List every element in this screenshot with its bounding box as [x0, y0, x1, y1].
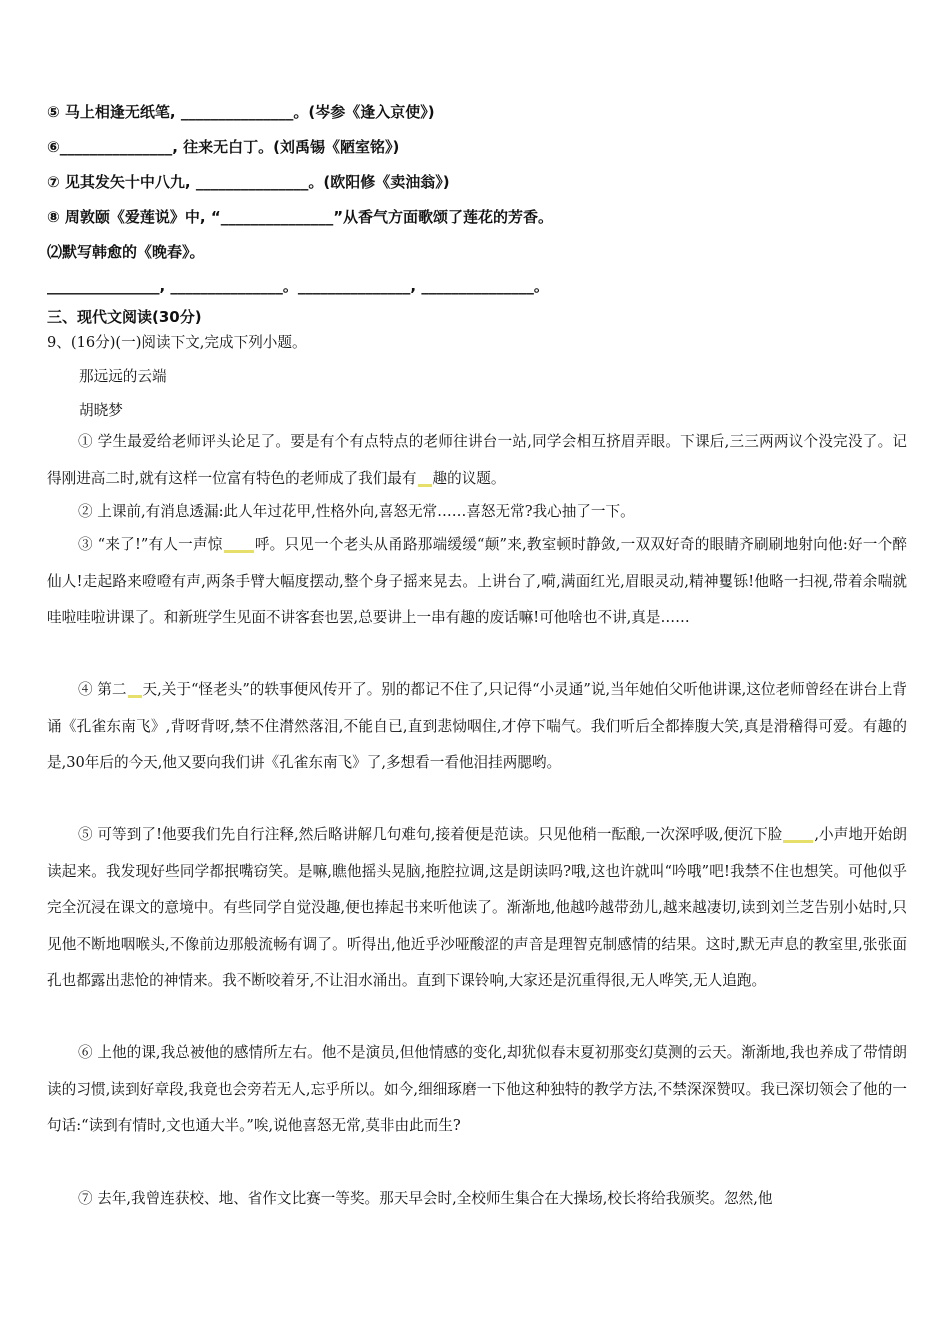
section-heading: 三、现代文阅读(30分) — [47, 308, 202, 326]
highlight-mark — [128, 695, 142, 698]
paragraph-1-text-a: ① 学生最爱给老师评头论足了。要是有个有点特点的老师往讲台一站,同学会相互挤眉弄眼。下课后,三三两两议个没完没了。记得刚进高二时,就有这样一位富有特色的老师成了我们最有 — [47, 433, 907, 487]
fill-blank-item-6: ⑥_______________, 往来无白丁。(刘禹锡《陋室铭》) — [47, 138, 400, 156]
article-title: 那远远的云端 — [79, 368, 167, 385]
highlight-mark — [783, 840, 813, 843]
paragraph-1-text-b: 趣的议题。 — [432, 469, 506, 487]
paragraph-1 — [47, 424, 907, 497]
fill-blank-item-8: ⑧ 周敦颐《爱莲说》中, “_______________”从香气方面歌颂了莲花的芳香。 — [47, 208, 554, 226]
highlight-mark — [224, 550, 254, 553]
paragraph-7: ⑦ 去年,我曾连获校、地、省作文比赛一等奖。那天早会时,全校师生集合在大操场,校长将给我颁奖。忽然,他 — [78, 1190, 773, 1207]
paragraph-3 — [47, 527, 907, 637]
paragraph-5-text-b: ,小声地开始朗读起来。我发现好些同学都抿嘴窃笑。是嘛,瞧他摇头晃脑,拖腔拉调,这是朗读吗?哦,这也许就叫“吟哦”吧!我禁不住也想笑。可他似乎完全沉浸在课文的意境中。有些同学自觉没趣,便也捧起书来听他读了。渐渐地,他越吟越带劲儿,越来越凄切,读到刘兰芝告别小姑时,只见他不断地咽喉头,不像前边那般流畅有调了。听得出,他近乎沙哑酸涩的声音是理智克制感情的结果。这时,默无声息的教室里,张张面孔也都露出悲怆的神情来。我不断咬着牙,不让泪水涌出。直到下课铃响,大家还是沉重得很,无人哗笑,无人追跑。 — [47, 826, 907, 989]
highlight-mark — [418, 484, 432, 487]
fill-blank-item-7: ⑦ 见其发矢十中八九, _______________。(欧阳修《卖油翁》) — [47, 173, 450, 191]
paragraph-4 — [47, 672, 907, 782]
paragraph-3-text-b: 呼。只见一个老头从甬路那端缓缓“颠”来,教室顿时静敛,一双双好奇的眼睛齐刷刷地射向他:好一个醉仙人!走起路来噔噔有声,两条手臂大幅度摆动,整个身子摇来晃去。上讲台了,嗬,满面红光,眉眼灵动,精神矍铄!他略一扫视,带着余喘就哇啦哇啦讲课了。和新班学生见面不讲客套也罢,总要讲上一串有趣的废话嘛!可他啥也不讲,真是…… — [47, 536, 907, 626]
question-2-blanks: _______________, _______________。_______________, _______________。 — [47, 277, 549, 295]
paragraph-5-text-a: ⑤ 可等到了!他要我们先自行注释,然后略讲解几句难句,接着便是范读。只见他稍一酝酿,一次深呼吸,便沉下脸 — [78, 826, 783, 843]
fill-blank-item-5: ⑤ 马上相逢无纸笔, _______________。(岑参《逢入京使》) — [47, 103, 435, 121]
article-author: 胡晓梦 — [79, 402, 123, 419]
question-2-prompt: ⑵默写韩愈的《晚春》。 — [47, 243, 205, 261]
paragraph-3-text-a: ③ “来了!”有人一声惊 — [78, 536, 223, 553]
paragraph-6: ⑥ 上他的课,我总被他的感情所左右。他不是演员,但他情感的变化,却犹似春末夏初那变幻莫测的云天。渐渐地,我也养成了带情朗读的习惯,读到好章段,我竟也会旁若无人,忘乎所以。如今,细细琢磨一下他这种独特的教学方法,不禁深深赞叹。我已深切领会了他的一句话:“读到有情时,文也通大半。”唉,说他喜怒无常,莫非由此而生? — [47, 1044, 907, 1134]
question-9-prompt: 9、(16分)(一)阅读下文,完成下列小题。 — [47, 334, 307, 351]
paragraph-4-text-a: ④ 第二 — [78, 681, 127, 698]
paragraph-2: ② 上课前,有消息透漏:此人年过花甲,性格外向,喜怒无常……喜怒无常?我心抽了一下。 — [78, 503, 635, 520]
paragraph-5 — [47, 817, 907, 1000]
paragraph-4-text-b: 天,关于“怪老头”的轶事便风传开了。别的都记不住了,只记得“小灵通”说,当年她伯父听他讲课,这位老师曾经在讲台上背诵《孔雀东南飞》,背呀背呀,禁不住潸然落泪,不能自已,直到悲恸咽住,才停下喘气。我们听后全都捧腹大笑,真是滑稽得可爱。有趣的是,30年后的今天,他又要向我们讲《孔雀东南飞》了,多想看一看他泪挂两腮哟。 — [47, 681, 908, 771]
